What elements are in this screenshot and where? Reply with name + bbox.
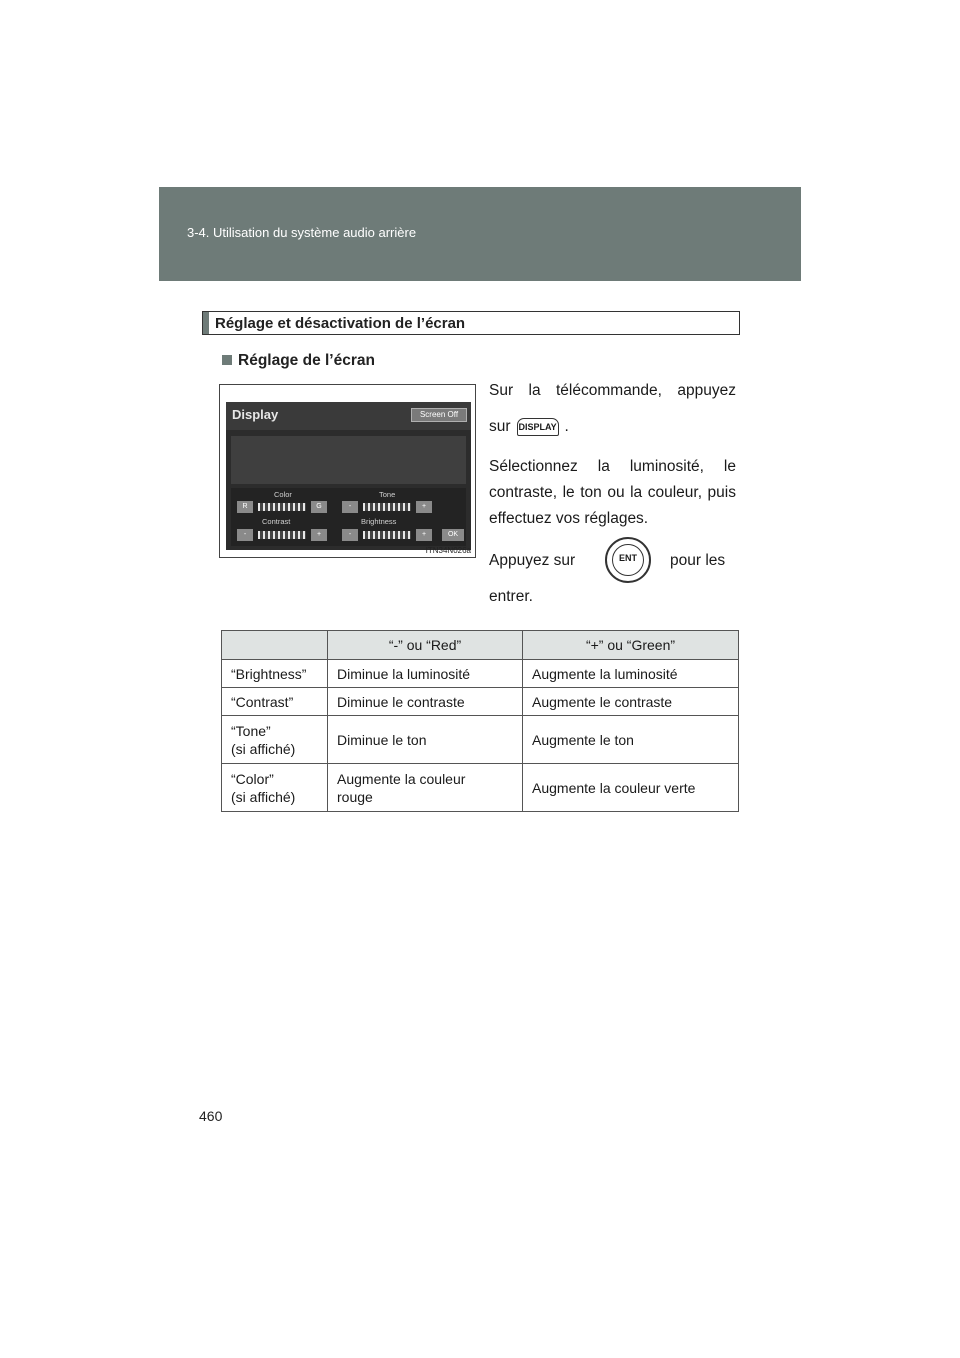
contrast-minus-button: - bbox=[237, 529, 253, 541]
display-screen bbox=[226, 402, 471, 550]
contrast-slider bbox=[258, 531, 306, 539]
square-bullet-icon bbox=[222, 355, 232, 365]
table-header-row bbox=[222, 631, 739, 660]
color-r-button: R bbox=[237, 501, 253, 513]
instruction-line-1: Sur la télécommande, appuyez bbox=[489, 382, 736, 399]
tone-slider bbox=[363, 503, 411, 511]
brightness-minus-button: - bbox=[342, 529, 358, 541]
control-panel bbox=[231, 488, 466, 546]
page-number: 460 bbox=[199, 1108, 223, 1124]
color-slider bbox=[258, 503, 306, 511]
tone-plus-button: + bbox=[416, 501, 432, 513]
ok-button: OK bbox=[442, 529, 464, 541]
subsection-title: Réglage de l’écran bbox=[238, 352, 375, 369]
section-accent bbox=[203, 312, 209, 334]
table-cell: “Brightness” bbox=[222, 660, 328, 688]
table-header: “-” ou “Red” bbox=[328, 631, 523, 660]
screen-off-button: Screen Off bbox=[411, 408, 467, 422]
figure-code: ITN34N026a bbox=[425, 546, 471, 555]
tone-label: Tone bbox=[379, 490, 396, 499]
ent-knob-label: ENT bbox=[619, 553, 637, 563]
table-cell bbox=[222, 716, 328, 764]
color-g-button: G bbox=[311, 501, 327, 513]
instruction-sur: sur bbox=[489, 418, 511, 435]
table-header bbox=[222, 631, 328, 660]
brightness-plus-button: + bbox=[416, 529, 432, 541]
table-row bbox=[222, 688, 739, 716]
brightness-label: Brightness bbox=[361, 517, 397, 526]
screen-preview-area bbox=[231, 436, 466, 484]
cell-line: “Tone” bbox=[231, 722, 271, 739]
contrast-label: Contrast bbox=[262, 517, 291, 526]
settings-table bbox=[221, 630, 739, 812]
cell-line: rouge bbox=[337, 788, 373, 805]
table-cell: Augmente la couleur verte bbox=[523, 764, 739, 812]
screen-title: Display bbox=[232, 407, 279, 422]
instruction-line-2 bbox=[489, 417, 569, 437]
cell-line: (si affiché) bbox=[231, 740, 296, 757]
table-cell: Diminue la luminosité bbox=[328, 660, 523, 688]
instruction-period: . bbox=[564, 418, 569, 435]
table-cell: Augmente le ton bbox=[523, 716, 739, 764]
cell-line: Augmente la couleur bbox=[337, 770, 466, 787]
subsection-heading bbox=[222, 352, 375, 370]
table-cell: Diminue le ton bbox=[328, 716, 523, 764]
table-cell: Diminue le contraste bbox=[328, 688, 523, 716]
table-cell: “Contrast” bbox=[222, 688, 328, 716]
cell-line: (si affiché) bbox=[231, 788, 296, 805]
color-label: Color bbox=[274, 490, 292, 499]
instruction-appuyez: Appuyez sur bbox=[489, 552, 576, 569]
cell-line: “Color” bbox=[231, 770, 274, 787]
table-cell: Augmente le contraste bbox=[523, 688, 739, 716]
table-cell bbox=[328, 764, 523, 812]
display-key-icon: DISPLAY bbox=[517, 418, 559, 436]
screen-title-bar bbox=[226, 402, 471, 430]
display-screen-figure bbox=[219, 384, 476, 558]
contrast-plus-button: + bbox=[311, 529, 327, 541]
table-row bbox=[222, 764, 739, 812]
tone-minus-button: - bbox=[342, 501, 358, 513]
header-band bbox=[159, 187, 801, 281]
table-header: “+” ou “Green” bbox=[523, 631, 739, 660]
instruction-entrer: entrer. bbox=[489, 588, 533, 605]
table-cell: Augmente la luminosité bbox=[523, 660, 739, 688]
ent-knob-icon bbox=[605, 537, 651, 583]
breadcrumb: 3-4. Utilisation du système audio arrière bbox=[187, 225, 417, 240]
instruction-paragraph-2: Sélectionnez la luminosité, le contraste, le ton ou la couleur, puis effectuez vos réglages. bbox=[489, 458, 736, 527]
brightness-slider bbox=[363, 531, 411, 539]
section-title-bar bbox=[202, 311, 740, 335]
table-row bbox=[222, 716, 739, 764]
table-row bbox=[222, 660, 739, 688]
section-title: Réglage et désactivation de l’écran bbox=[215, 315, 466, 332]
instruction-pour-les: pour les bbox=[670, 552, 726, 569]
table-cell bbox=[222, 764, 328, 812]
